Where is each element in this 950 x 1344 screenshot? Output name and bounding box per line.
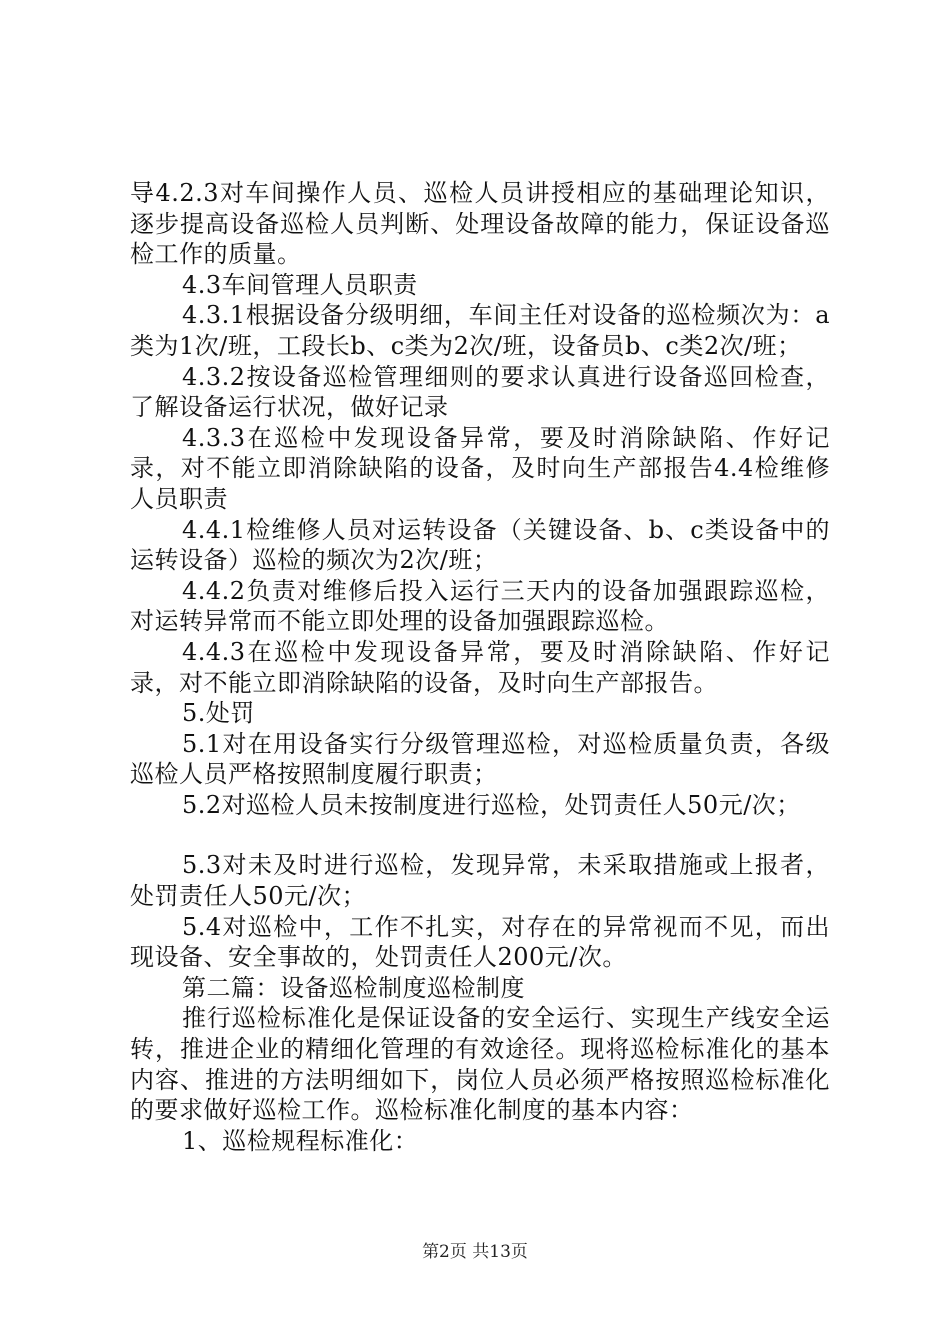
document-body: [130, 178, 830, 1156]
paragraph-4-4-3: 4.4.3在巡检中发现设备异常，要及时消除缺陷、作好记录，对不能立即消除缺陷的设备，及时向生产部报告。: [130, 637, 830, 697]
section-heading-4-3: 4.3车间管理人员职责: [182, 270, 418, 299]
paragraph-intro-standardization: 推行巡检标准化是保证设备的安全运行、实现生产线安全运转，推进企业的精细化管理的有效途径。现将巡检标准化的基本内容、推进的方法明细如下，岗位人员必须严格按照巡检标准化的要求做好巡检工作。巡检标准化制度的基本内容：: [130, 1004, 830, 1125]
paragraph-5-2: 5.2对巡检人员未按制度进行巡检，处罚责任人50元/次；: [182, 790, 801, 819]
paragraph-5-4: 5.4对巡检中，工作不扎实，对存在的异常视而不见，而出现设备、安全事故的，处罚责任人200元/次。: [130, 912, 830, 972]
paragraph-5-3: 5.3对未及时进行巡检，发现异常，未采取措施或上报者，处罚责任人50元/次；: [130, 851, 830, 911]
paragraph-4-4-2: 4.4.2负责对维修后投入运行三天内的设备加强跟踪巡检，对运转异常而不能立即处理的设备加强跟踪巡检。: [130, 576, 830, 636]
paragraph-4-3-2: 4.3.2按设备巡检管理细则的要求认真进行设备巡回检查，了解设备运行状况，做好记录: [130, 362, 830, 422]
paragraph-4-2-3-continued: 导4.2.3对车间操作人员、巡检人员讲授相应的基础理论知识，逐步提高设备巡检人员判断、处理设备故障的能力，保证设备巡检工作的质量。: [130, 179, 830, 269]
chapter-heading-part-two: 第二篇：设备巡检制度巡检制度: [182, 973, 525, 1002]
blank-line: [130, 820, 830, 850]
list-item-1-inspection-procedure: 1、巡检规程标准化：: [182, 1126, 419, 1155]
paragraph-4-4-1: 4.4.1检维修人员对运转设备（关键设备、b、c类设备中的运转设备）巡检的频次为2次/班；: [130, 515, 830, 575]
page-footer: 第2页 共13页: [422, 1242, 528, 1262]
section-heading-5: 5.处罚: [182, 699, 255, 728]
paragraph-4-3-1: 4.3.1根据设备分级明细，车间主任对设备的巡检频次为：a类为1次/班，工段长b、c类为2次/班，设备员b、c类2次/班；: [130, 301, 830, 360]
paragraph-4-3-3: 4.3.3在巡检中发现设备异常，要及时消除缺陷、作好记录，对不能立即消除缺陷的设备，及时向生产部报告4.4检维修人员职责: [130, 423, 830, 513]
paragraph-5-1: 5.1对在用设备实行分级管理巡检，对巡检质量负责，各级巡检人员严格按照制度履行职责；: [130, 729, 830, 789]
